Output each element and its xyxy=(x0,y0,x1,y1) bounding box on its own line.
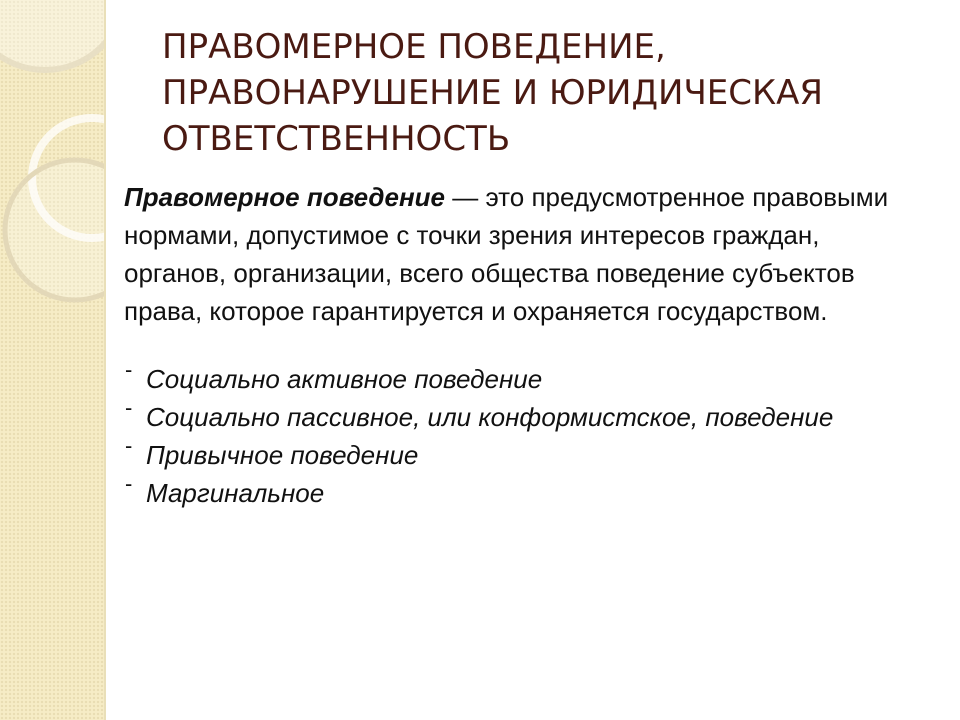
list-item xyxy=(124,357,904,398)
list-item-text: Социально пассивное, или конформистское, поведение xyxy=(146,402,834,432)
list-item xyxy=(124,395,904,436)
decorative-sidebar xyxy=(0,0,106,720)
dash-marker: - xyxy=(125,433,133,458)
slide-content xyxy=(124,178,904,512)
list-item xyxy=(124,433,904,474)
definition-term: Правомерное поведение xyxy=(124,182,446,212)
definition-paragraph xyxy=(124,178,904,330)
list-item xyxy=(124,471,904,512)
slide-title: ПРАВОМЕРНОЕ ПОВЕДЕНИЕ, ПРАВОНАРУШЕНИЕ И ЮРИДИЧЕСКАЯ ОТВЕТСТВЕННОСТЬ xyxy=(162,27,824,159)
list-item-text: Маргинальное xyxy=(146,478,325,508)
behavior-types-list xyxy=(124,357,904,512)
definition-text: — это предусмотренное правовыми нормами, допустимое с точки зрения интересов граждан, органов, организации, всего общества поведение субъектов права, которое гарантируется и охраняется государством. xyxy=(124,182,889,326)
dash-marker: - xyxy=(125,357,133,382)
list-item-text: Социально активное поведение xyxy=(146,364,543,394)
sidebar-divider xyxy=(104,0,106,720)
list-item-text: Привычное поведение xyxy=(146,440,419,470)
dash-marker: - xyxy=(125,471,133,496)
dash-marker: - xyxy=(125,395,133,420)
decorative-rings xyxy=(0,0,106,720)
